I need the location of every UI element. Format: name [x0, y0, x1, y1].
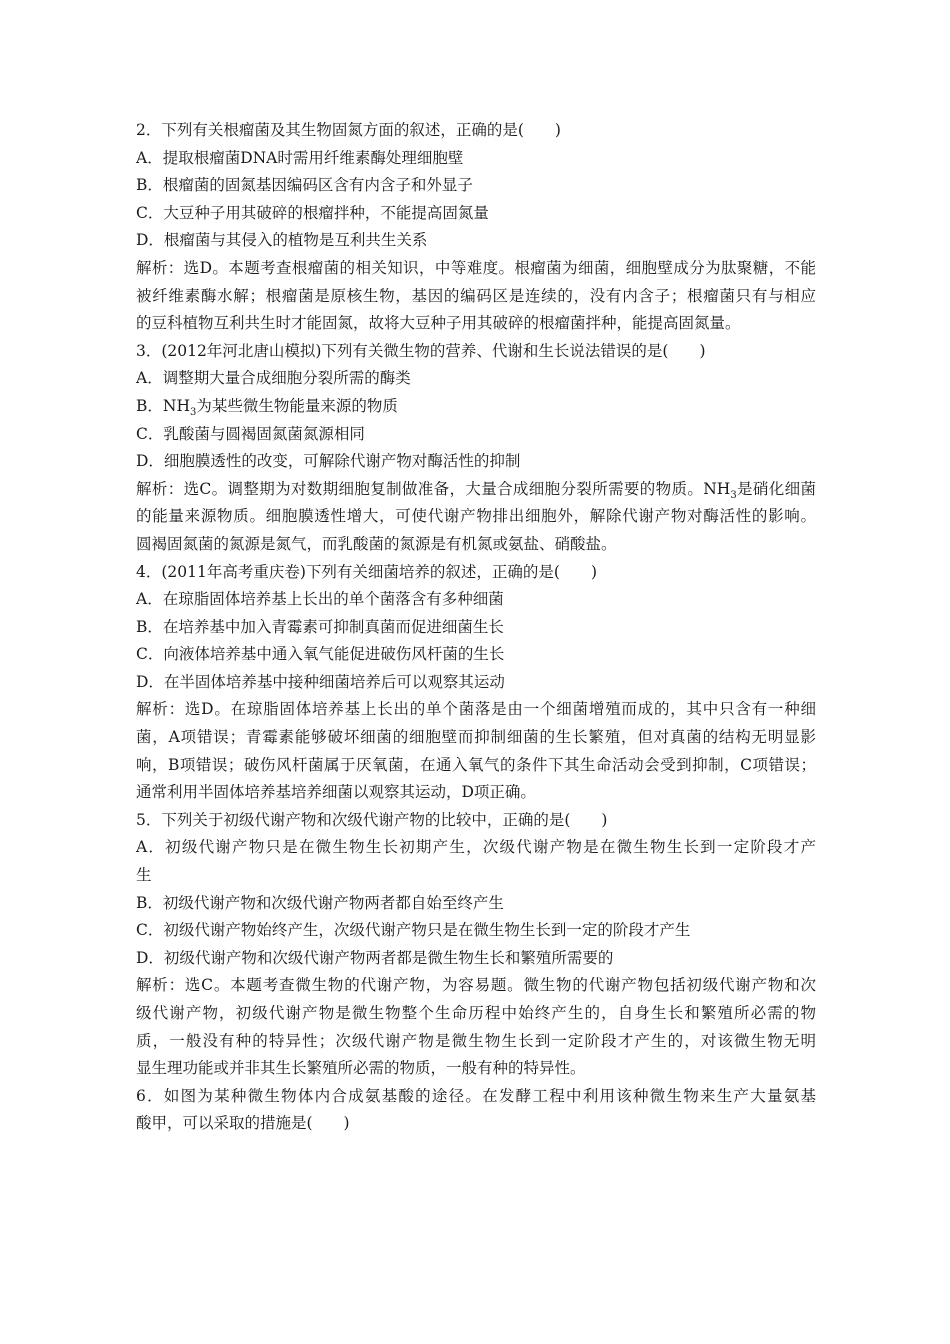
q2-stem: 2．下列有关根瘤菌及其生物固氮方面的叙述，正确的是( ) — [136, 121, 561, 139]
q2-analysis-line-1: 解析：选D。本题考查根瘤菌的相关知识，中等难度。根瘤菌为细菌，细胞壁成分为肽聚糖，不能 — [136, 258, 816, 277]
q2-option-a: A．提取根瘤菌DNA时需用纤维素酶处理细胞壁 — [136, 148, 464, 167]
q5-stem: 5．下列关于初级代谢产物和次级代谢产物的比较中，正确的是( ) — [136, 810, 608, 829]
q4-option-b: B．在培养基中加入青霉素可抑制真菌而促进细菌生长 — [136, 617, 504, 636]
q4-stem: 4．(2011年高考重庆卷)下列有关细菌培养的叙述，正确的是( ) — [136, 562, 597, 581]
q5-analysis-line-1: 解析：选C。本题考查微生物的代谢产物，为容易题。微生物的代谢产物包括初级代谢产物和次 — [136, 976, 816, 995]
q3-option-d: D．细胞膜透性的改变，可解除代谢产物对酶活性的抑制 — [136, 452, 521, 471]
q4-analysis-line-4: 通常利用半固体培养基培养细菌以观察其运动，D项正确。 — [136, 783, 536, 802]
q2-option-d: D．根瘤菌与其侵入的植物是互利共生关系 — [136, 231, 428, 250]
q3-option-b: B．$NH_3$为某些微生物能量来源的物质 — [136, 396, 398, 419]
q4-option-d: D．在半固体培养基中接种细菌培养后可以观察其运动 — [136, 672, 505, 691]
q3-analysis-line-3: 圆褐固氮菌的氮源是氮气，而乳酸菌的氮源是有机氮或氨盐、硝酸盐。 — [136, 534, 617, 553]
q5-option-a-line-2: 生 — [136, 866, 152, 885]
q3-option-c: C．乳酸菌与圆褐固氮菌氮源相同 — [136, 424, 365, 443]
q4-analysis-line-2: 菌，A项错误；青霉素能够破坏细菌的细胞壁而抑制细菌的生长繁殖，但对真菌的结构无明显影 — [136, 728, 816, 747]
q2-option-c: C．大豆种子用其破碎的根瘤拌种，不能提高固氮量 — [136, 203, 489, 222]
q6-stem-line-2: 酸甲，可以采取的措施是( ) — [136, 1114, 350, 1133]
q4-analysis-line-1: 解析：选D。在琼脂固体培养基上长出的单个菌落是由一个细菌增殖而成的，其中只含有一种细 — [136, 700, 816, 719]
q5-option-a-line-1: A．初级代谢产物只是在微生物生长初期产生，次级代谢产物是在微生物生长到一定阶段才产 — [136, 838, 816, 857]
q3-stem: 3．(2012年河北唐山模拟)下列有关微生物的营养、代谢和生长说法错误的是( ) — [136, 341, 706, 360]
q3-analysis-line-2: 的能量来源物质。细胞膜透性增大，可使代谢产物排出细胞外，解除代谢产物对酶活性的影响。 — [136, 507, 816, 526]
q3-analysis-line-1: 解析：选C。调整期为对数期细胞复制做准备，大量合成细胞分裂所需要的物质。$NH_3$是硝化细菌 — [136, 479, 816, 501]
q6-stem-line-1: 6．如图为某种微生物体内合成氨基酸的途径。在发酵工程中利用该种微生物来生产大量氨基 — [136, 1086, 816, 1105]
q5-option-c: C．初级代谢产物始终产生，次级代谢产物只是在微生物生长到一定的阶段才产生 — [136, 921, 691, 940]
q2-option-b: B．根瘤菌的固氮基因编码区含有内含子和外显子 — [136, 176, 473, 195]
q5-analysis-line-3: 质，一般没有种的特异性；次级代谢产物是微生物生长到一定阶段才产生的，对该微生物无明 — [136, 1031, 816, 1050]
q4-analysis-line-3: 响，B项错误；破伤风杆菌属于厌氧菌，在通入氧气的条件下其生命活动会受到抑制，C项错误； — [136, 755, 816, 774]
q5-option-b: B．初级代谢产物和次级代谢产物两者都自始至终产生 — [136, 893, 504, 912]
q2-analysis-line-3: 的豆科植物互利共生时才能固氮，故将大豆种子用其破碎的根瘤菌拌种，能提高固氮量。 — [136, 314, 741, 333]
q4-option-c: C．向液体培养基中通入氧气能促进破伤风杆菌的生长 — [136, 645, 505, 664]
q3-option-a: A．调整期大量合成细胞分裂所需的酶类 — [136, 369, 411, 388]
q5-analysis-line-2: 级代谢产物，初级代谢产物是微生物整个生命历程中始终产生的，自身生长和繁殖所必需的物 — [136, 1004, 816, 1022]
q5-analysis-line-4: 显生理功能或并非其生长繁殖所必需的物质，一般有种的特异性。 — [136, 1059, 586, 1078]
q5-option-d: D．初级代谢产物和次级代谢产物两者都是微生物生长和繁殖所需要的 — [136, 948, 614, 967]
q2-analysis-line-2: 被纤维素酶水解；根瘤菌是原核生物，基因的编码区是连续的，没有内含子；根瘤菌只有与相应 — [136, 286, 816, 305]
q4-option-a: A．在琼脂固体培养基上长出的单个菌落含有多种细菌 — [136, 590, 504, 609]
